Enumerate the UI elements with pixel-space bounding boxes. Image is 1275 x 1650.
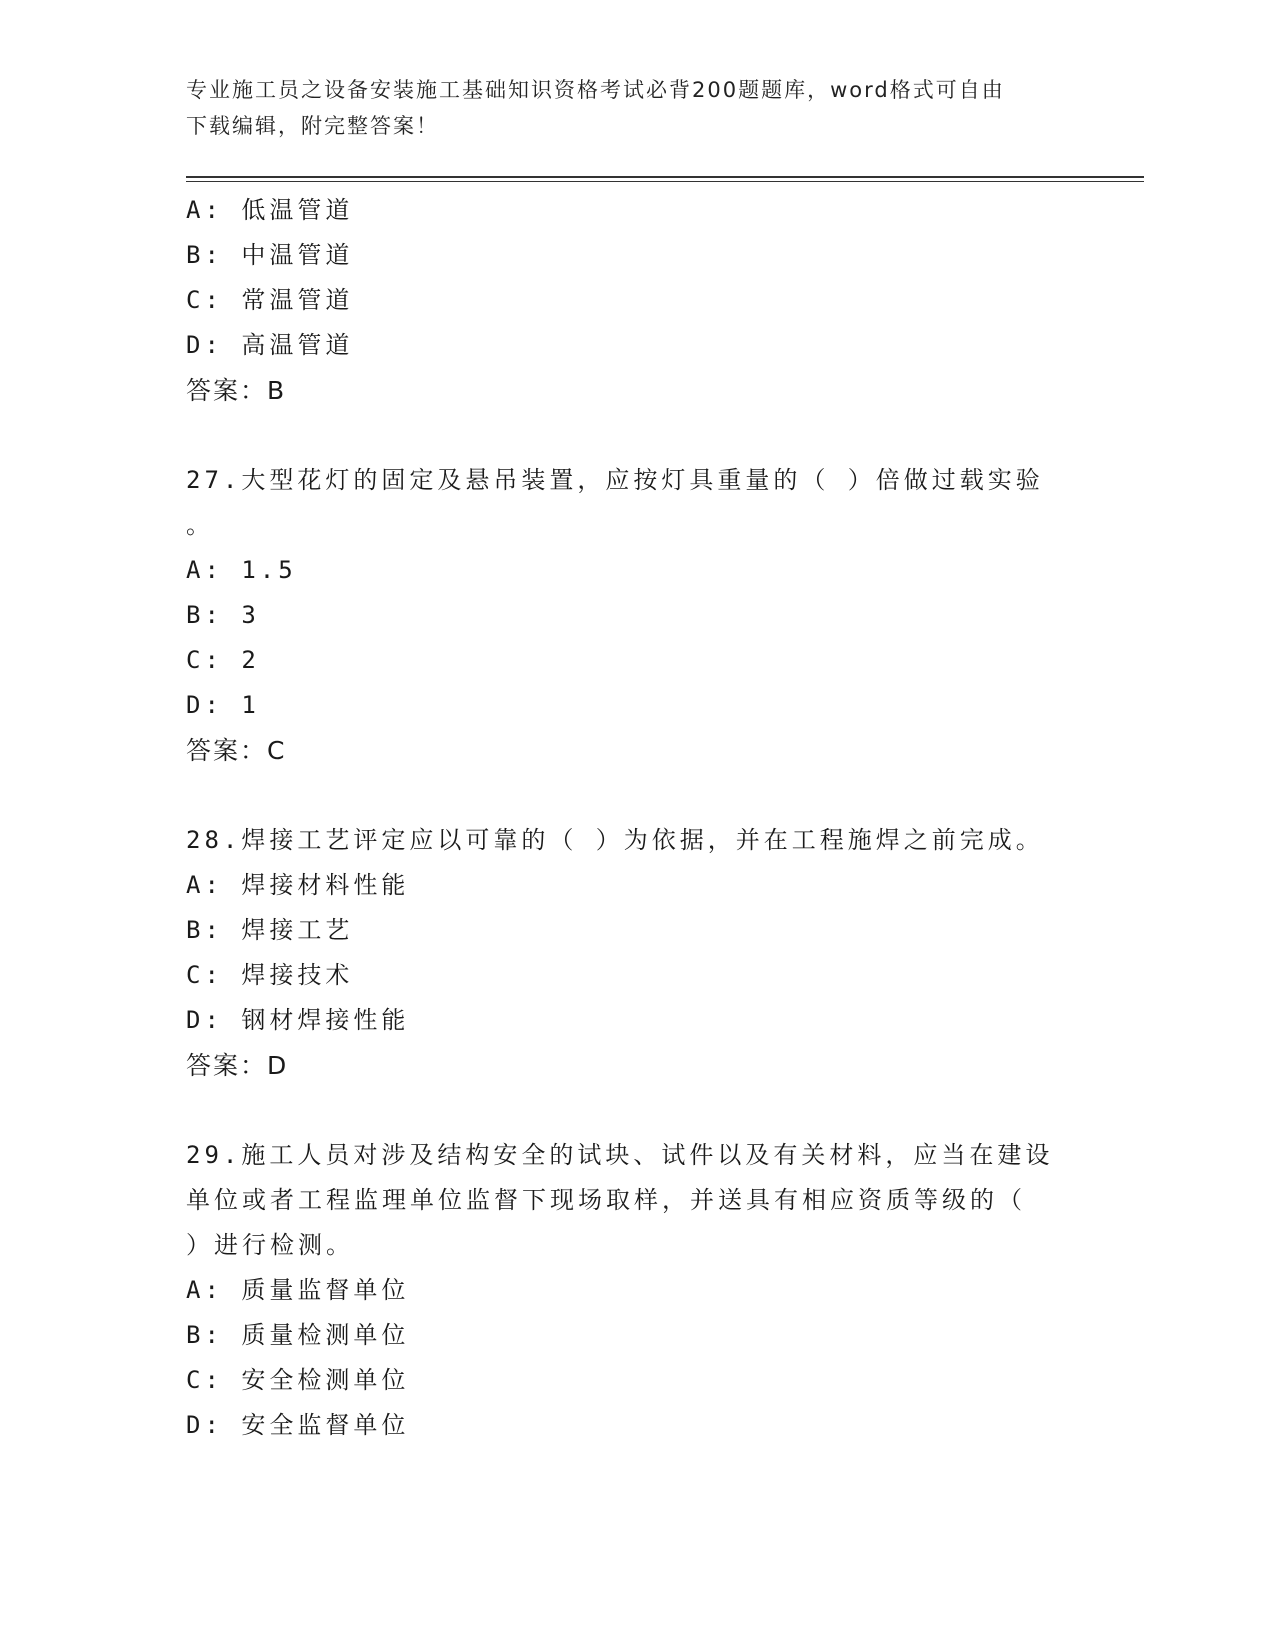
stem-line: 29.施工人员对涉及结构安全的试块、试件以及有关材料，应当在建设 (186, 1141, 1054, 1169)
option-a: A: 焊接材料性能 (186, 871, 410, 899)
header-line-1: 专业施工员之设备安装施工基础知识资格考试必背200题题库，word格式可自由 (186, 78, 1005, 102)
question-stem (186, 1133, 1066, 1268)
option-d: D: 1 (186, 691, 260, 719)
option-b: B: 3 (186, 601, 260, 629)
option-c: C: 2 (186, 646, 260, 674)
spacer (186, 413, 1086, 458)
spacer (186, 773, 1086, 818)
question-27 (186, 458, 1086, 773)
answer-label: 答案：D (186, 1051, 289, 1080)
question-list (186, 188, 1086, 1448)
stem-line: 单位或者工程监理单位监督下现场取样，并送具有相应资质等级的（ (186, 1186, 1026, 1214)
option-c: C: 焊接技术 (186, 961, 354, 989)
header-divider-thin (186, 181, 1144, 182)
stem-line: 28.焊接工艺评定应以可靠的（ ）为依据，并在工程施焊之前完成。 (186, 826, 1044, 854)
stem-line: 。 (186, 511, 214, 539)
answer-label: 答案：B (186, 376, 287, 405)
option-d: D: 钢材焊接性能 (186, 1006, 410, 1034)
question-26 (186, 188, 1086, 413)
header-divider-thick (186, 176, 1144, 178)
option-a: A: 低温管道 (186, 196, 354, 224)
option-d: D: 安全监督单位 (186, 1411, 410, 1439)
header-line-2: 下载编辑，附完整答案！ (186, 114, 439, 138)
question-28 (186, 818, 1086, 1088)
document-header (186, 72, 1086, 144)
option-b: B: 中温管道 (186, 241, 354, 269)
stem-line: 27.大型花灯的固定及悬吊装置，应按灯具重量的（ ）倍做过载实验 (186, 466, 1044, 494)
question-29 (186, 1133, 1086, 1448)
stem-line: ）进行检测。 (186, 1231, 354, 1259)
question-stem (186, 458, 1066, 548)
option-a: A: 质量监督单位 (186, 1276, 410, 1304)
option-c: C: 安全检测单位 (186, 1366, 410, 1394)
option-b: B: 质量检测单位 (186, 1321, 410, 1349)
option-b: B: 焊接工艺 (186, 916, 354, 944)
spacer (186, 1088, 1086, 1133)
option-c: C: 常温管道 (186, 286, 354, 314)
question-stem (186, 818, 1066, 863)
option-d: D: 高温管道 (186, 331, 354, 359)
answer-label: 答案：C (186, 736, 287, 765)
option-a: A: 1.5 (186, 556, 297, 584)
